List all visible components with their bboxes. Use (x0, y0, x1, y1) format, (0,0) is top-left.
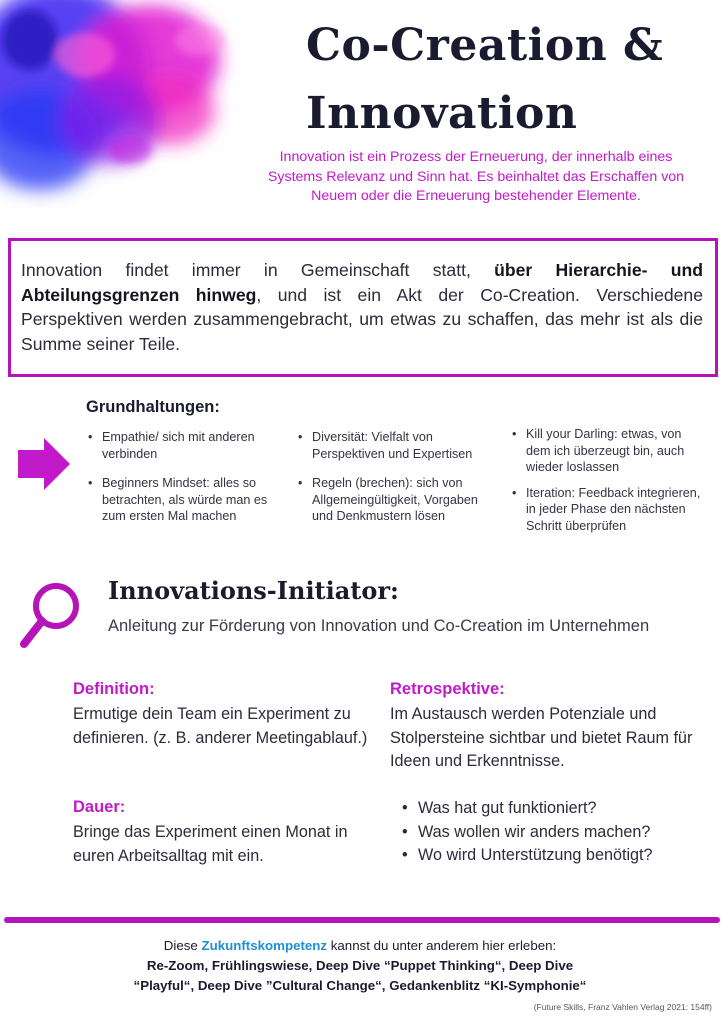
watercolor-splash (0, 0, 250, 210)
footer-suffix: kannst du unter anderem hier erleben: (327, 938, 557, 953)
initiator-heading: Innovations-Initiator: (108, 576, 399, 605)
retrospektive-heading: Retrospektive: (390, 680, 505, 698)
callout-bold: über Hierarchie- und Abteilungsgrenzen hinweg (21, 260, 703, 305)
list-item: • Diversität: Vielfalt von Perspektiven und Expertisen (296, 429, 496, 462)
dauer-heading: Dauer: (73, 798, 126, 816)
dauer-text: Bringe das Experiment einen Monat in euren Arbeitsalltag mit ein. (73, 823, 348, 865)
grundhaltungen-column-3 (510, 426, 702, 534)
callout-part-1: Innovation findet immer in Gemeinschaft statt, (21, 260, 495, 280)
page-title (306, 12, 716, 148)
list-item: • Wo wird Unterstützung benötigt? (400, 844, 720, 868)
divider (4, 917, 720, 923)
list-item: • Iteration: Feedback integrieren, in jeder Phase den nächsten Schritt überprüfen (510, 485, 702, 535)
footer-line-3: “Playful“, Deep Dive ”Cultural Change“, Gedankenblitz “KI-Symphonie“ (133, 978, 587, 993)
intro-definition: Innovation ist ein Prozess der Erneuerung, der innerhalb eines Systems Relevanz und Sinn hat. Es beinhaltet das Erschaffen von Neuem oder die Erneuerung bestehender Elemente. (267, 149, 685, 204)
magnifier-icon (18, 580, 82, 652)
footer-line-2: Re-Zoom, Frühlingswiese, Deep Dive “Puppet Thinking“, Deep Dive (146, 958, 574, 973)
list-item: • Kill your Darling: etwas, von dem ich überzeugt bin, auch wieder loslassen (510, 426, 702, 476)
list-item: • Empathie/ sich mit anderen verbinden (86, 429, 282, 462)
initiator-subtitle: Anleitung zur Förderung von Innovation und Co-Creation im Unternehmen (108, 617, 650, 635)
definition-text: Ermutige dein Team ein Experiment zu definieren. (z. B. anderer Meetingablauf.) (73, 705, 368, 747)
list-item: • Beginners Mindset: alles so betrachten, als würde man es zum ersten Mal machen (86, 475, 282, 525)
grundhaltungen-column-2 (296, 429, 496, 525)
retrospektive-text: Im Austausch werden Potenziale und Stolpersteine sichtbar und bietet Raum für Ideen und Erkenntnisse. (390, 705, 693, 770)
title-line-2: Innovation (306, 88, 578, 139)
title-line-1: Co-Creation & (306, 20, 664, 71)
callout-part-2: , und ist ein Akt der Co-Creation. Verschiedene Perspektiven werden zusammengebracht, um etwas zu schaffen, das mehr ist als die Summe seiner Teile. (21, 284, 703, 354)
list-item: • Was hat gut funktioniert? (400, 797, 720, 821)
callout-text (21, 258, 703, 356)
footer (30, 936, 690, 996)
footer-line-1 (30, 936, 690, 956)
definition-heading: Definition: (73, 680, 155, 698)
source-citation: (Future Skills, Franz Vahlen Verlag 2021: 154ff) (533, 1002, 712, 1012)
list-item: • Was wollen wir anders machen? (400, 821, 720, 845)
retrospektive-questions (400, 797, 720, 868)
arrow-right-icon (16, 436, 72, 492)
list-item: • Regeln (brechen): sich von Allgemeingültigkeit, Vorgaben und Denkmustern lösen (296, 475, 496, 525)
grundhaltungen-heading: Grundhaltungen: (86, 398, 220, 416)
callout-box (8, 238, 718, 377)
footer-prefix: Diese (163, 938, 202, 953)
zukunftskompetenz-highlight: Zukunftskompetenz (201, 938, 328, 953)
grundhaltungen-column-1 (86, 429, 282, 525)
